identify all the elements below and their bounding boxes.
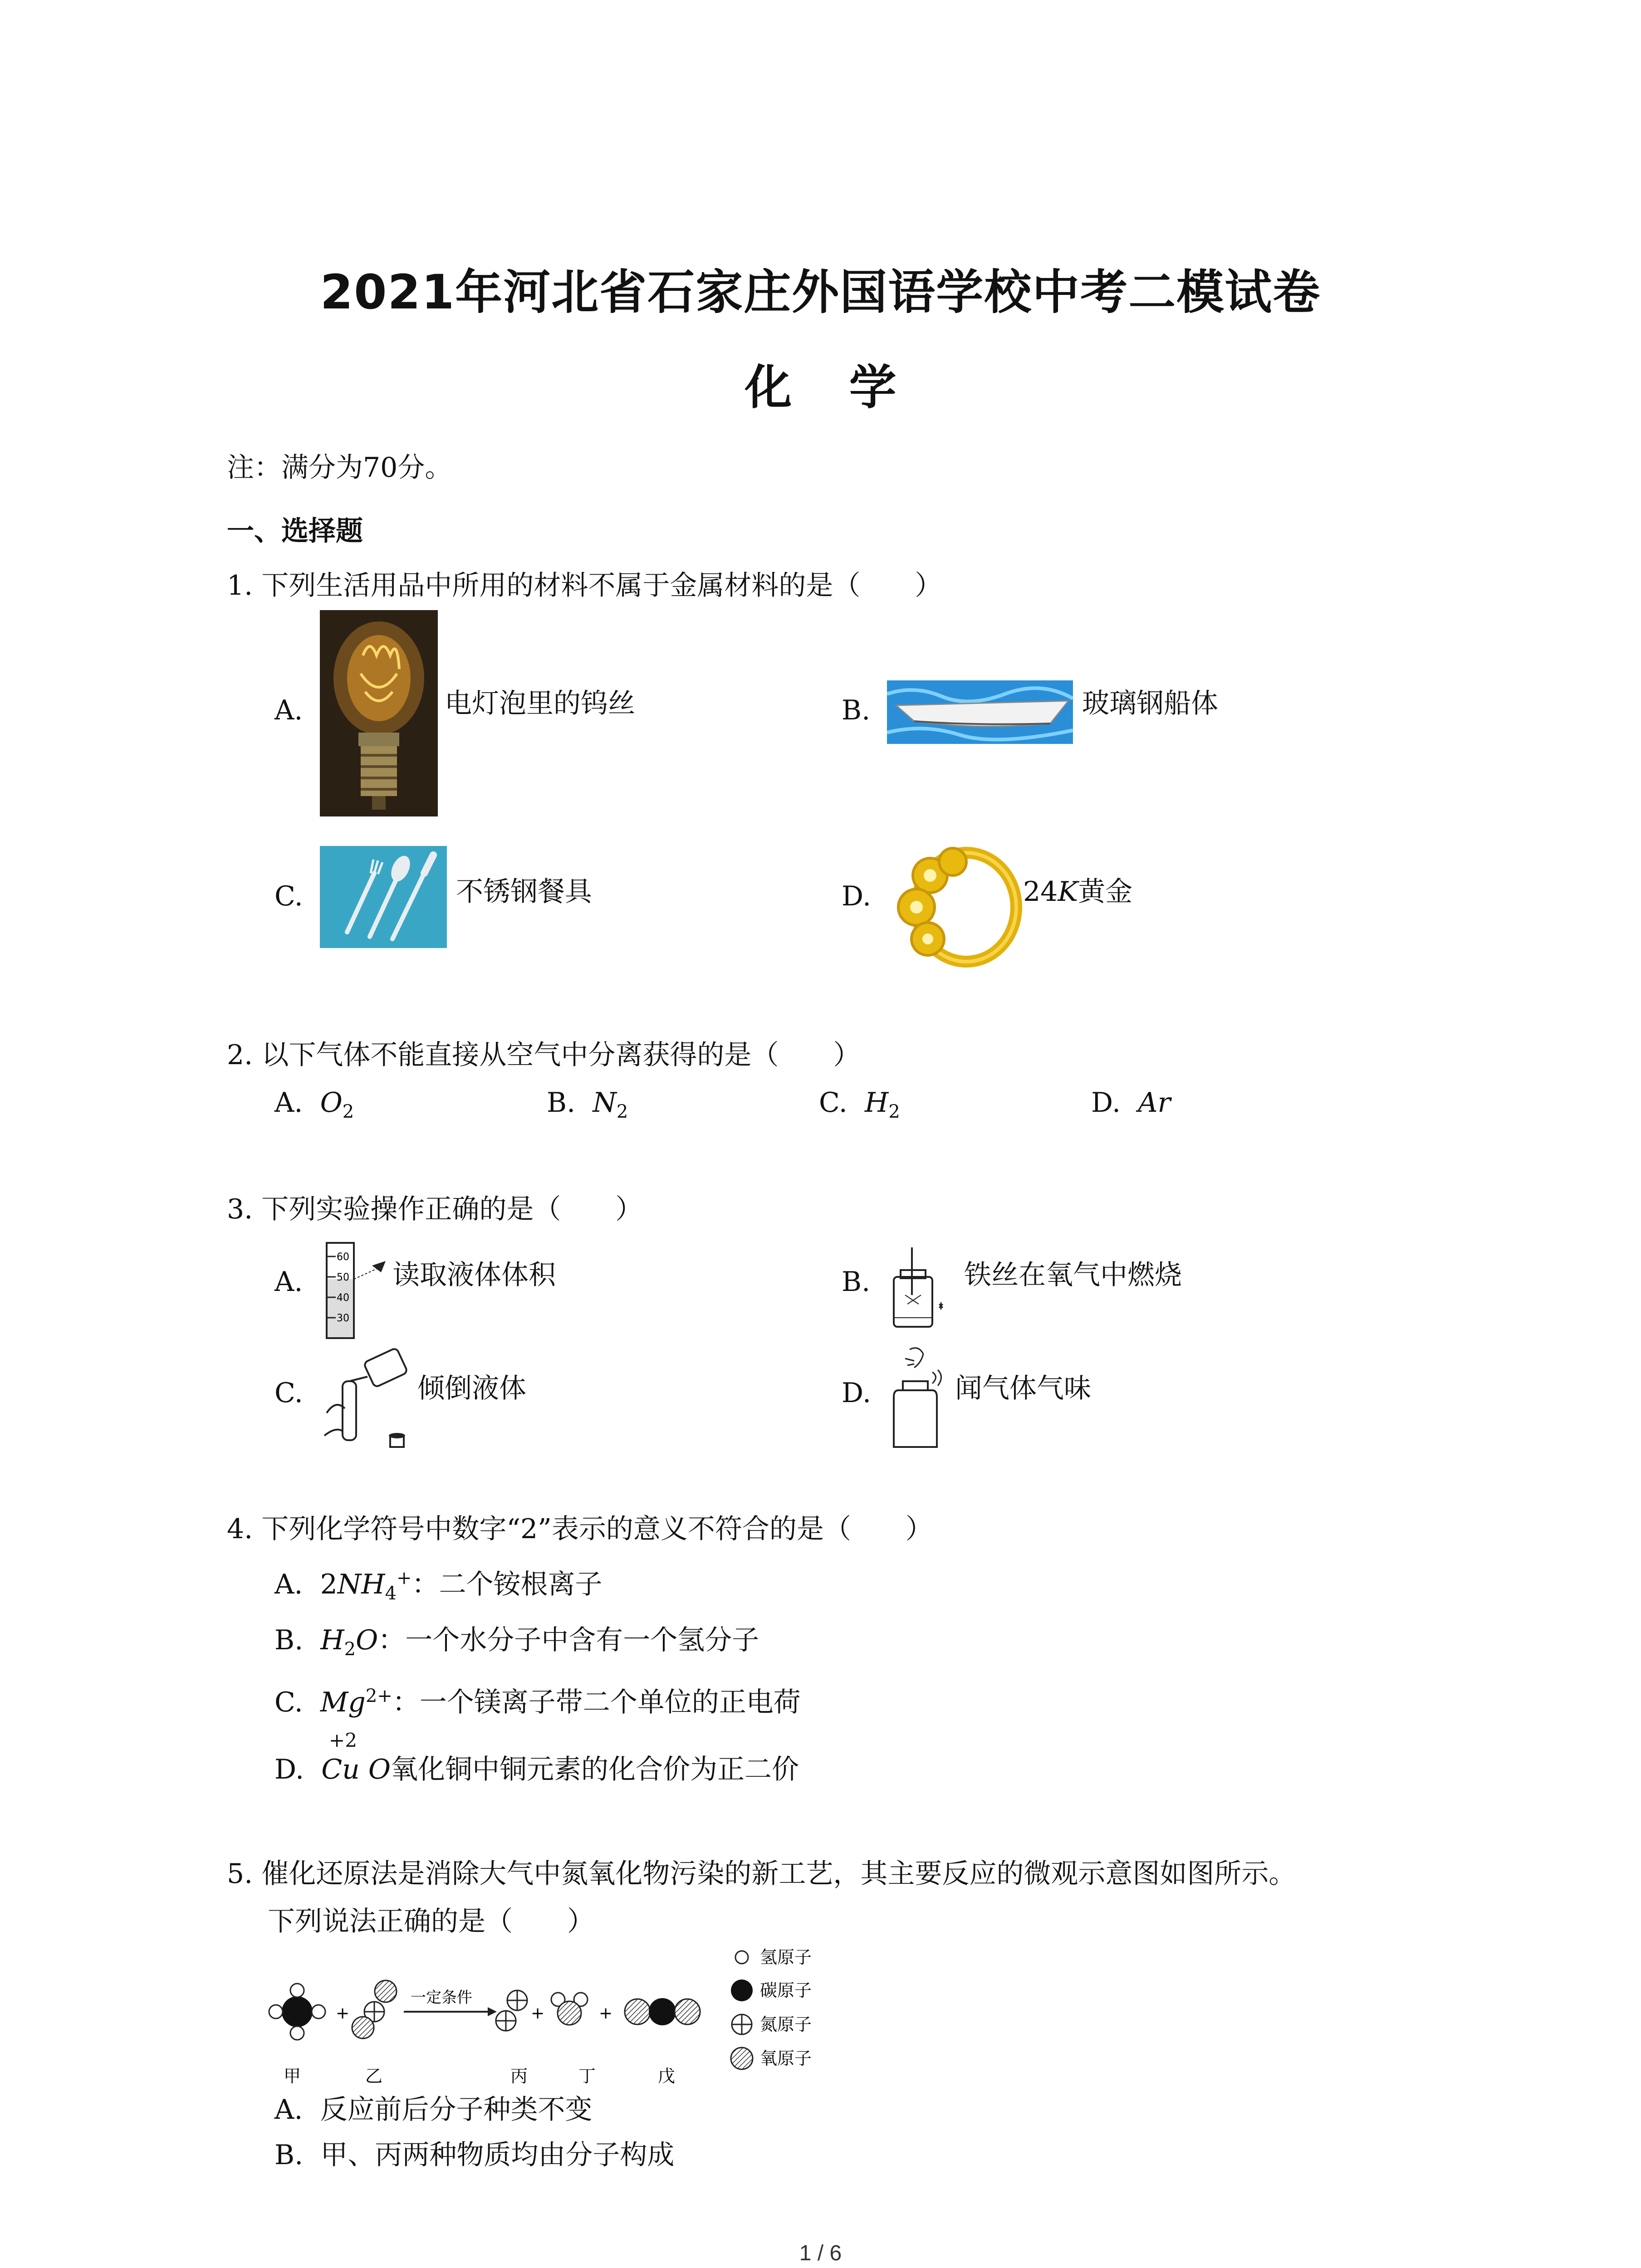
q3-option-a-text: 读取液体体积: [392, 1259, 556, 1291]
q1-option-a-text: 电灯泡里的钨丝: [445, 688, 635, 719]
svg-text:+: +: [336, 2004, 350, 2023]
q3-option-c-letter: C.: [274, 1377, 303, 1409]
iron-wire-burning-diagram: [885, 1245, 962, 1331]
score-note: 注：满分为70分。: [227, 452, 452, 484]
q2-option-d: D. Ar: [1091, 1087, 1171, 1119]
q3-option-d-text: 闻气体气味: [955, 1373, 1091, 1404]
svg-text:+: +: [531, 2004, 545, 2023]
molecule-wu: [625, 1998, 700, 2025]
gold-ring-image: [889, 835, 1025, 971]
subject-title: 化 学: [745, 360, 896, 415]
reaction-condition: 一定条件: [411, 1989, 472, 2007]
legend-hydrogen: 氢原子: [760, 1947, 812, 1967]
q4-option-d: D. Cu O氧化铜中铜元素的化合价为正二价: [274, 1754, 799, 1785]
cylinder-tick-50: 50: [337, 1272, 349, 1283]
fiberglass-boat-image: [887, 680, 1073, 744]
q2-option-b: B. $N_2$: [547, 1087, 628, 1122]
molecule-ding: [551, 1993, 588, 2025]
label-wu: 戊: [658, 2066, 676, 2086]
section-heading: 一、选择题: [227, 515, 363, 547]
q3-option-b-text: 铁丝在氧气中燃烧: [964, 1259, 1182, 1291]
svg-text:+: +: [599, 2004, 613, 2023]
q2-option-a: A. $O_2$: [274, 1087, 354, 1122]
q3-option-b-letter: B.: [842, 1266, 871, 1298]
q1-option-d-text: 24K黄金: [1023, 876, 1133, 908]
cylinder-tick-30: 30: [337, 1313, 349, 1324]
question-4-stem: 4. 下列化学符号中数字“2”表示的意义不符合的是（ ）: [227, 1513, 933, 1545]
q5-option-b: B. 甲、丙两种物质均由分子构成: [274, 2139, 675, 2171]
q4-option-a: A. $2NH_4^+$：二个铵根离子: [274, 1568, 603, 1604]
legend-nitrogen: 氮原子: [760, 2014, 812, 2034]
label-yi: 乙: [365, 2066, 383, 2086]
q1-option-c-letter: C.: [274, 880, 303, 912]
q4-option-c: C. $Mg^{2+}$：一个镁离子带二个单位的正电荷: [274, 1686, 801, 1718]
smelling-gas-diagram: [887, 1345, 955, 1454]
molecule-jia: [269, 1984, 325, 2040]
cylinder-tick-40: 40: [337, 1292, 349, 1304]
q4-valence-mark: +2: [329, 1729, 357, 1751]
question-2-stem: 2. 以下气体不能直接从空气中分离获得的是（ ）: [227, 1039, 861, 1071]
q1-option-b-letter: B.: [842, 694, 871, 726]
legend-oxygen-icon: [731, 2048, 753, 2069]
q2-option-c: C. $H_2$: [819, 1087, 900, 1122]
label-ding: 丁: [578, 2066, 596, 2086]
q1-option-d-letter: D.: [842, 880, 872, 912]
legend-carbon: 碳原子: [760, 1980, 812, 2000]
q1-option-a-letter: A.: [274, 694, 303, 726]
molecule-yi: [352, 1980, 397, 2038]
label-jia: 甲: [284, 2066, 301, 2086]
cutlery-image: [320, 846, 447, 948]
reaction-diagram: [254, 1946, 889, 2100]
page-number: 1 / 6: [799, 2241, 842, 2265]
legend-oxygen: 氧原子: [760, 2048, 812, 2068]
q3-option-d-letter: D.: [842, 1377, 872, 1409]
pouring-liquid-diagram: [318, 1345, 417, 1454]
q3-option-c-text: 倾倒液体: [417, 1373, 526, 1404]
q1-option-c-text: 不锈钢餐具: [456, 876, 592, 908]
legend-carbon-icon: [731, 1980, 753, 2001]
q4-option-b: B. $H_2O$：一个水分子中含有一个氢分子: [274, 1624, 759, 1660]
question-5-stem-line1: 5. 催化还原法是消除大气中氮氧化物污染的新工艺，其主要反应的微观示意图如图所示。: [227, 1858, 1296, 1890]
question-1-stem: 1. 下列生活用品中所用的材料不属于金属材料的是（ ）: [227, 570, 942, 601]
cylinder-tick-60: 60: [337, 1251, 349, 1263]
graduated-cylinder-diagram: [318, 1238, 395, 1343]
light-bulb-image: [320, 610, 438, 816]
exam-title: 2021年河北省石家庄外国语学校中考二模试卷: [320, 264, 1321, 320]
question-5-stem-line2: 下列说法正确的是（ ）: [268, 1906, 594, 1937]
q5-option-a: A. 反应前后分子种类不变: [274, 2094, 593, 2126]
legend-nitrogen-icon: [732, 2014, 752, 2034]
molecule-bing: [496, 1990, 527, 2031]
legend-hydrogen-icon: [735, 1951, 748, 1964]
q3-option-a-letter: A.: [274, 1266, 303, 1298]
question-3-stem: 3. 下列实验操作正确的是（ ）: [227, 1193, 643, 1225]
q1-option-b-text: 玻璃钢船体: [1082, 688, 1218, 719]
label-bing: 丙: [510, 2066, 528, 2086]
